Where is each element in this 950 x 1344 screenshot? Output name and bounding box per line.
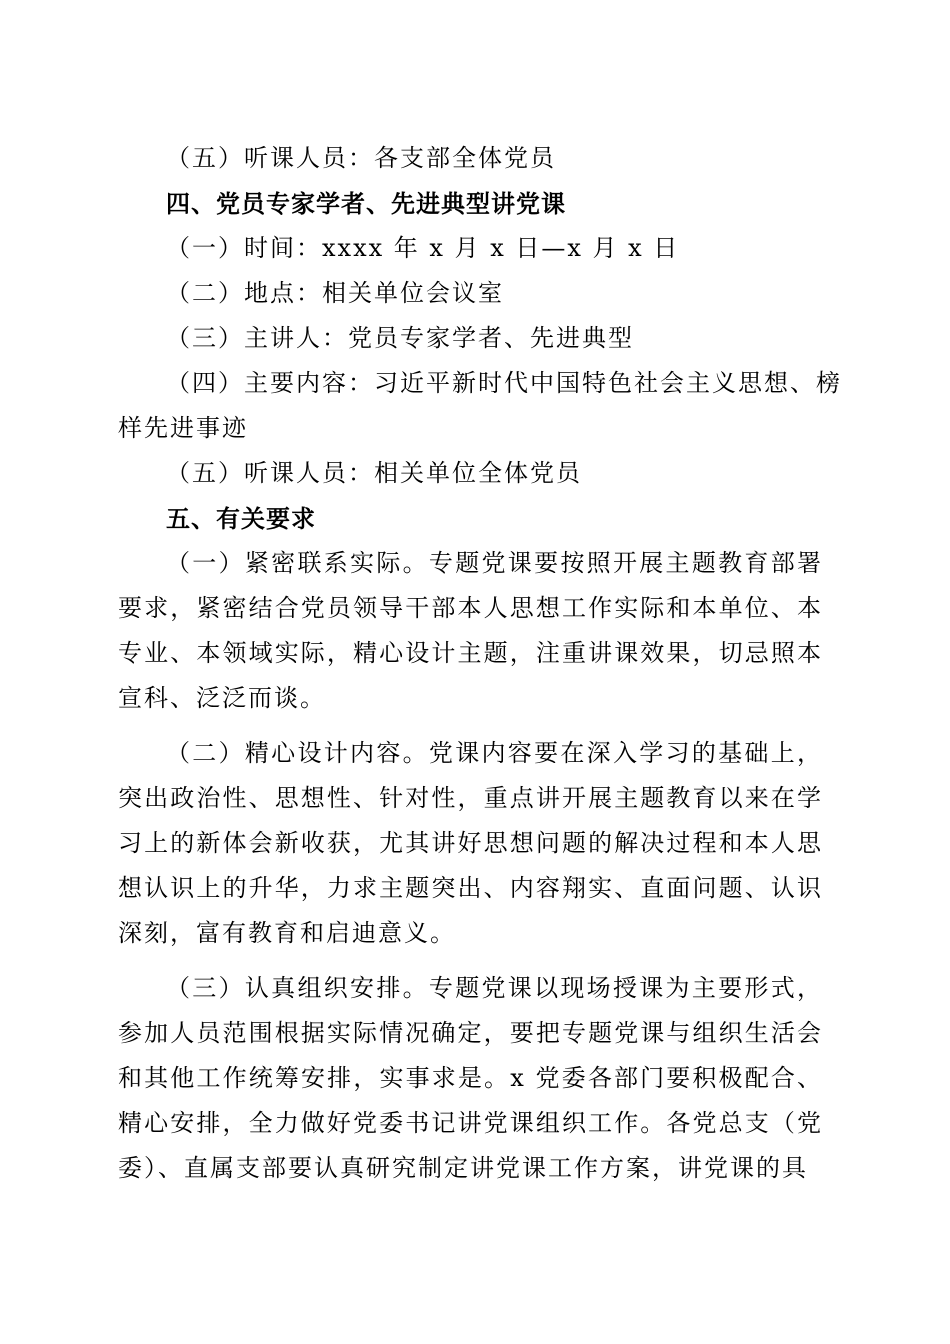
section4-item4-line2: 样先进事迹 bbox=[118, 414, 248, 442]
section4-item5: （五）听课人员：相关单位全体党员 bbox=[166, 459, 582, 487]
document-body bbox=[118, 136, 842, 1191]
section5-paragraph-3: （三）认真组织安排。专题党课以现场授课为主要形式，参加人员范围根据实际情况确定，要把专题党课与组织生活会和其他工作统筹安排，实事求是。x 党委各部门要积极配合、精心安排，全力做好党委书记讲党课组织工作。各党总支（党委）、直属支部要认真研究制定讲党课工作方案，讲党课的具 bbox=[118, 974, 823, 1182]
section4-heading: 四、党员专家学者、先进典型讲党课 bbox=[166, 189, 566, 218]
section4-item4-line1: （四）主要内容：习近平新时代中国特色社会主义思想、榜 bbox=[166, 369, 842, 397]
paragraph-gap bbox=[118, 956, 823, 966]
section3-item5: （五）听课人员：各支部全体党员 bbox=[166, 144, 556, 172]
section4-item3: （三）主讲人：党员专家学者、先进典型 bbox=[166, 324, 634, 352]
paragraph-gap bbox=[118, 721, 823, 731]
section5-paragraph-1: （一）紧密联系实际。专题党课要按照开展主题教育部署要求，紧密结合党员领导干部本人思想工作实际和本单位、本专业、本领域实际，精心设计主题，注重讲课效果，切忌照本宣科、泛泛而谈。 bbox=[118, 549, 823, 712]
section4-item1: （一）时间：xxxx 年 x 月 x 日—x 月 x 日 bbox=[166, 234, 680, 262]
section5-heading: 五、有关要求 bbox=[166, 504, 316, 533]
section4-item2: （二）地点：相关单位会议室 bbox=[166, 279, 504, 307]
section5-paragraph-2: （二）精心设计内容。党课内容要在深入学习的基础上，突出政治性、思想性、针对性，重点讲开展主题教育以来在学习上的新体会新收获，尤其讲好思想问题的解决过程和本人思想认识上的升华，力求主题突出、内容翔实、直面问题、认识深刻，富有教育和启迪意义。 bbox=[118, 739, 823, 947]
